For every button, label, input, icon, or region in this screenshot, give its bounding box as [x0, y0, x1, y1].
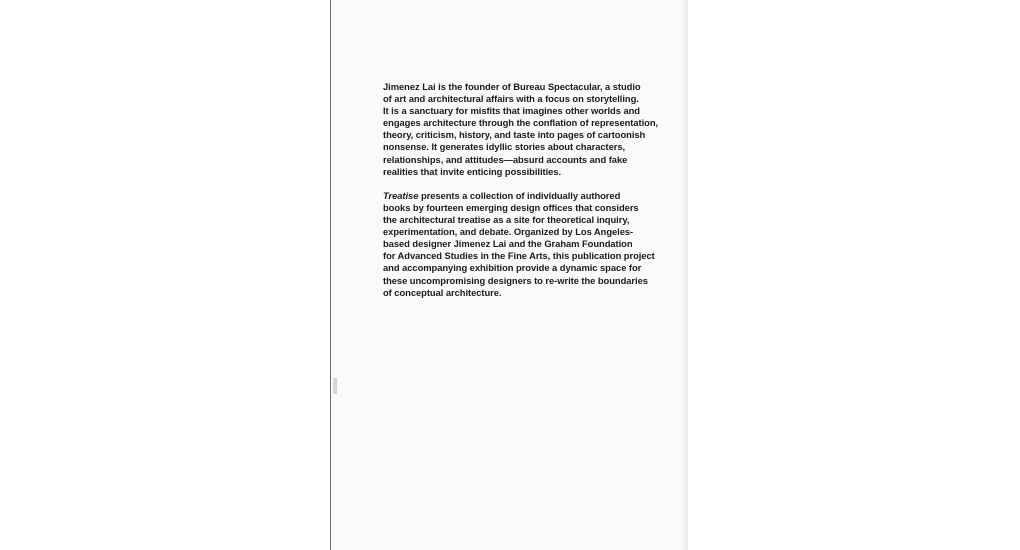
text-line: It is a sanctuary for misfits that imagines other worlds and	[383, 105, 640, 117]
text-line: and accompanying exhibition provide a dynamic space for	[383, 262, 642, 274]
paragraph-treatise	[383, 190, 658, 299]
text-line: realities that invite enticing possibilities.	[383, 165, 562, 177]
paragraph-bio	[383, 81, 658, 178]
text-line: nonsense. It generates idyllic stories about characters,	[383, 141, 626, 153]
text-block	[383, 81, 658, 299]
text-line: based designer Jimenez Lai and the Graham Foundation	[383, 238, 633, 250]
text-line: of art and architectural affairs with a focus on storytelling.	[383, 93, 639, 105]
text-line: Jimenez Lai is the founder of Bureau Spectacular, a studio	[383, 81, 641, 92]
book-page	[330, 0, 688, 550]
text-line: theory, criticism, history, and taste into pages of cartoonish	[383, 129, 646, 141]
text-line: engages architecture through the conflation of representation,	[383, 117, 659, 129]
book-title: Treatise	[383, 189, 419, 201]
text-line: these uncompromising designers to re-write the boundaries	[383, 274, 648, 286]
text-line: relationships, and attitudes—absurd accounts and fake	[383, 153, 628, 165]
text-line: books by fourteen emerging design offices that considers	[383, 201, 639, 213]
text-line-rest: presents a collection of individually authored	[418, 189, 621, 201]
text-line	[383, 190, 658, 202]
page-edge-mark	[333, 378, 337, 394]
text-line: experimentation, and debate. Organized by Los Angeles-	[383, 226, 634, 238]
text-line: for Advanced Studies in the Fine Arts, this publication project	[383, 250, 655, 262]
text-line: the architectural treatise as a site for theoretical inquiry,	[383, 214, 630, 226]
text-line: of conceptual architecture.	[383, 286, 502, 298]
